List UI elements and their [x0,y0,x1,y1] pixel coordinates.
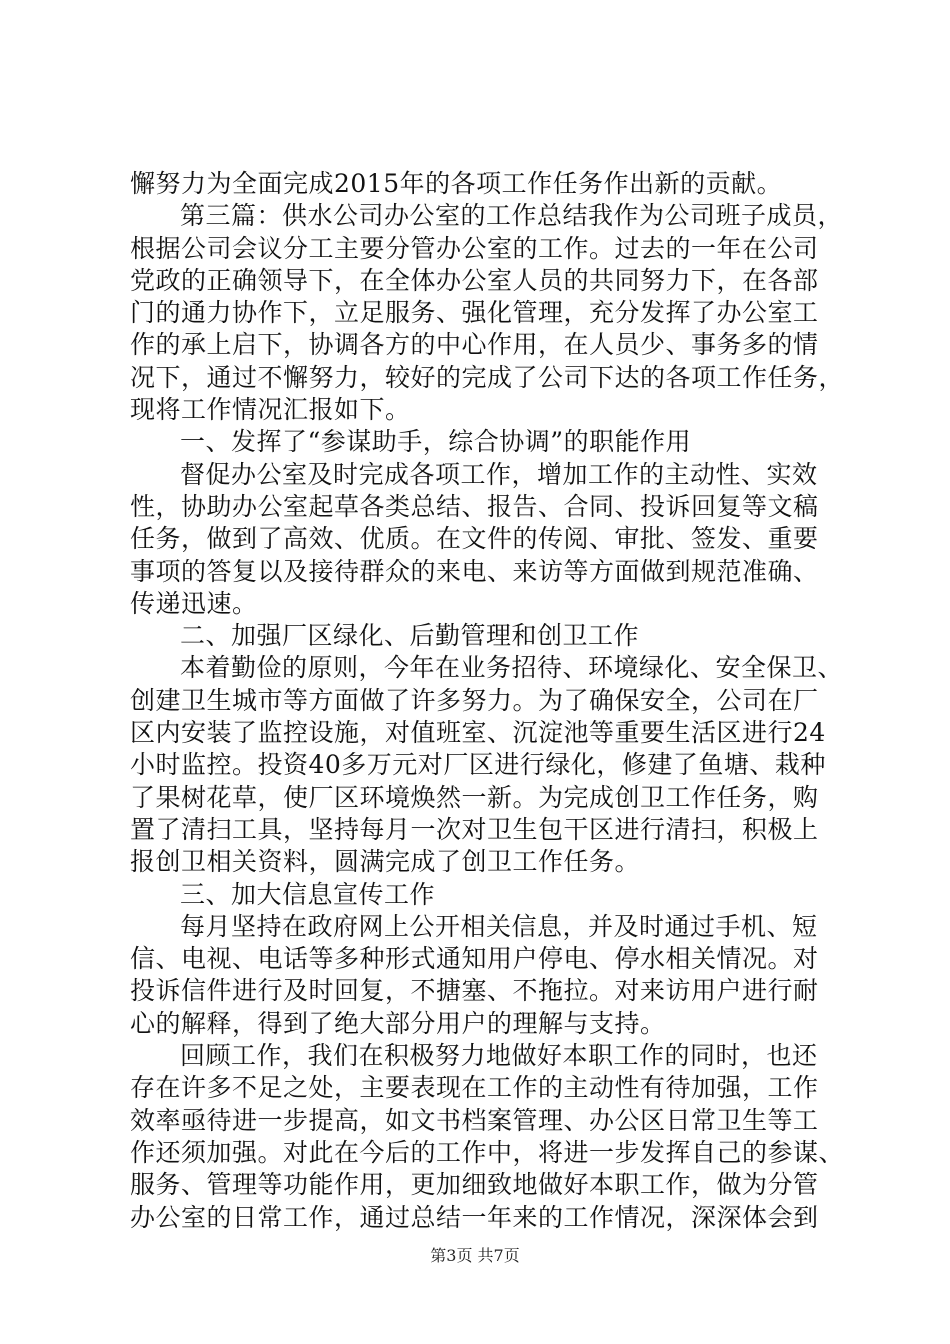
text-line: 信、电视、电话等多种形式通知用户停电、停水相关情况。对 [130,944,819,974]
section-heading-3: 三、加大信息宣传工作 [180,879,436,909]
text-line: 投诉信件进行及时回复，不搪塞、不拖拉。对来访用户进行耐 [130,976,819,1006]
document-body [130,168,845,1234]
section-heading-2: 二、加强厂区绿化、后勤管理和创卫工作 [180,621,640,651]
text-line: 存在许多不足之处，主要表现在工作的主动性有待加强，工作 [130,1073,819,1103]
text-line: 事项的答复以及接待群众的来电、来访等方面做到规范准确、 [130,556,819,586]
text-line: 督促办公室及时完成各项工作，增加工作的主动性、实效 [180,459,818,489]
text-line: 作还须加强。对此在今后的工作中，将进一步发挥自己的参谋、 [130,1137,845,1167]
text-line: 传递迅速。 [130,588,258,618]
text-line: 作的承上启下，协调各方的中心作用，在人员少、事务多的情 [130,330,819,360]
text-line: 了果树花草，使厂区环境焕然一新。为完成创卫工作任务，购 [130,782,819,812]
text-line: 懈努力为全面完成2015年的各项工作任务作出新的贡献。 [130,169,783,198]
text-line: 门的通力协作下，立足服务、强化管理，充分发挥了办公室工 [130,298,819,328]
text-line: 任务，做到了高效、优质。在文件的传阅、审批、签发、重要 [130,524,819,554]
text-line: 党政的正确领导下，在全体办公室人员的共同努力下，在各部 [130,265,819,295]
text-line: 办公室的日常工作，通过总结一年来的工作情况，深深体会到 [130,1202,819,1232]
text-line: 心的解释，得到了绝大部分用户的理解与支持。 [130,1008,666,1038]
text-line: 本着勤俭的原则，今年在业务招待、环境绿化、安全保卫、 [180,653,844,683]
page-number-footer: 第3页 共7页 [430,1246,520,1265]
text-line: 区内安装了监控设施，对值班室、沉淀池等重要生活区进行24 [130,718,826,748]
text-line: 每月坚持在政府网上公开相关信息，并及时通过手机、短 [180,911,818,941]
text-line: 创建卫生城市等方面做了许多努力。为了确保安全，公司在厂 [130,685,819,715]
text-line: 现将工作情况汇报如下。 [130,395,411,425]
text-line: 性，协助办公室起草各类总结、报告、合同、投诉回复等文稿 [130,491,819,521]
text-line: 置了清扫工具，坚持每月一次对卫生包干区进行清扫，积极上 [130,814,819,844]
text-line: 服务、管理等功能作用，更加细致地做好本职工作，做为分管 [130,1170,819,1200]
text-line: 况下，通过不懈努力，较好的完成了公司下达的各项工作任务， [130,362,845,392]
text-line: 效率亟待进一步提高，如文书档案管理、办公区日常卫生等工 [130,1105,819,1135]
section-heading-1: 一、发挥了“参谋助手，综合协调”的职能作用 [180,427,692,457]
text-line: 根据公司会议分工主要分管办公室的工作。过去的一年在公司 [130,233,819,263]
text-line: 小时监控。投资40多万元对厂区进行绿化，修建了鱼塘、栽种 [130,750,826,780]
text-line: 第三篇：供水公司办公室的工作总结我作为公司班子成员， [180,201,844,231]
text-line: 报创卫相关资料，圆满完成了创卫工作任务。 [130,847,641,877]
text-line: 回顾工作，我们在积极努力地做好本职工作的同时，也还 [180,1041,818,1071]
